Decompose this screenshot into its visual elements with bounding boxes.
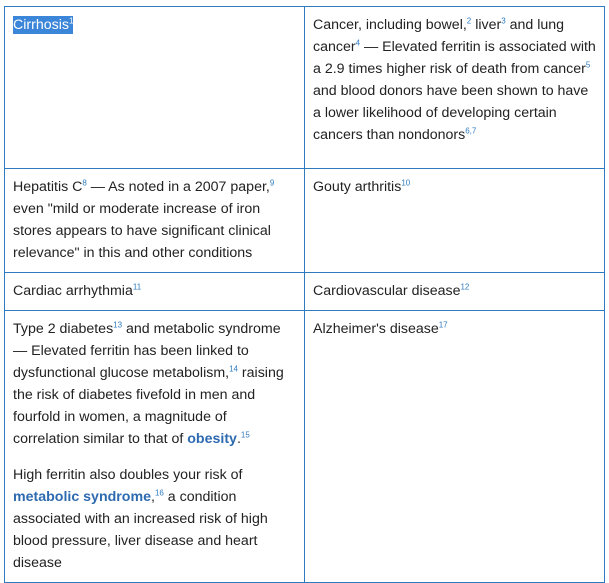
table-row (5, 273, 605, 311)
cell-text: Gouty arthritis (313, 179, 402, 195)
cell-text: — As noted in a 2007 paper, (86, 179, 270, 195)
cell-text: raising the risk of diabetes fivefold in men and fourfold in women, a magnitude of correlation similar to that of (13, 365, 284, 447)
cell-text: Cancer, including bowel, (313, 17, 467, 33)
cell-text: a condition associated with an increased risk of high blood pressure, liver disease and heart disease (13, 489, 268, 571)
citation-ref[interactable]: 4 (355, 38, 361, 48)
cell-text: and metabolic syndrome — Elevated ferritin has been linked to dysfunctional glucose metabolism, (13, 321, 281, 381)
selected-text-highlight[interactable] (13, 16, 73, 34)
citation-ref[interactable]: 11 (132, 282, 142, 292)
cell-text: liver (471, 17, 502, 33)
table-cell (305, 273, 605, 311)
table-cell (5, 311, 305, 583)
table-cell (5, 273, 305, 311)
cell-text: Type 2 diabetes (13, 321, 114, 337)
citation-ref[interactable]: 16 (154, 488, 164, 498)
cell-text: — Elevated ferritin is associated with a 2.9 times higher risk of death from cancer (313, 39, 596, 77)
cell-text: even "mild or moderate increase of iron stores appears to have significant clinical relevance" in this and other conditions (13, 201, 271, 261)
citation-ref[interactable]: 10 (401, 178, 411, 188)
citation-ref[interactable]: 1 (68, 16, 74, 26)
table-cell (305, 7, 605, 169)
citation-ref[interactable]: 6,7 (465, 126, 477, 136)
citation-ref[interactable]: 5 (585, 60, 591, 70)
cell-paragraph (13, 464, 296, 574)
cell-text: and blood donors have been shown to have a lower likelihood of developing certain cancers than nondonors (313, 83, 589, 143)
citation-ref[interactable]: 2 (466, 16, 472, 26)
table-cell (5, 169, 305, 273)
table-row (5, 311, 605, 583)
citation-ref[interactable]: 3 (501, 16, 506, 26)
citation-ref[interactable]: 9 (269, 178, 275, 188)
cell-text: , (150, 489, 155, 505)
conditions-table (4, 6, 605, 583)
cell-text: Alzheimer's disease (313, 321, 439, 337)
table-row (5, 169, 605, 273)
citation-ref[interactable]: 15 (240, 430, 250, 440)
citation-ref[interactable]: 12 (460, 282, 470, 292)
citation-ref[interactable]: 17 (438, 320, 448, 330)
table-cell (305, 169, 605, 273)
citation-ref[interactable]: 8 (82, 178, 87, 188)
metabolic-syndrome-link[interactable]: metabolic syndrome (13, 489, 151, 505)
cell-text: and lung cancer (313, 17, 565, 55)
citation-ref[interactable]: 14 (229, 364, 238, 374)
cell-paragraph (13, 318, 296, 450)
table-cell (305, 311, 605, 583)
cell-text: Cardiac arrhythmia (13, 283, 133, 299)
table-row (5, 7, 605, 169)
cell-text: Hepatitis C (13, 179, 83, 195)
obesity-link[interactable]: obesity (187, 431, 237, 447)
cell-text: . (236, 431, 241, 447)
cell-text: Cardiovascular disease (313, 283, 461, 299)
cell-text: High ferritin also doubles your risk of (13, 467, 243, 483)
cell-text: Cirrhosis (13, 17, 69, 33)
citation-ref[interactable]: 13 (113, 320, 123, 330)
table-cell (5, 7, 305, 169)
